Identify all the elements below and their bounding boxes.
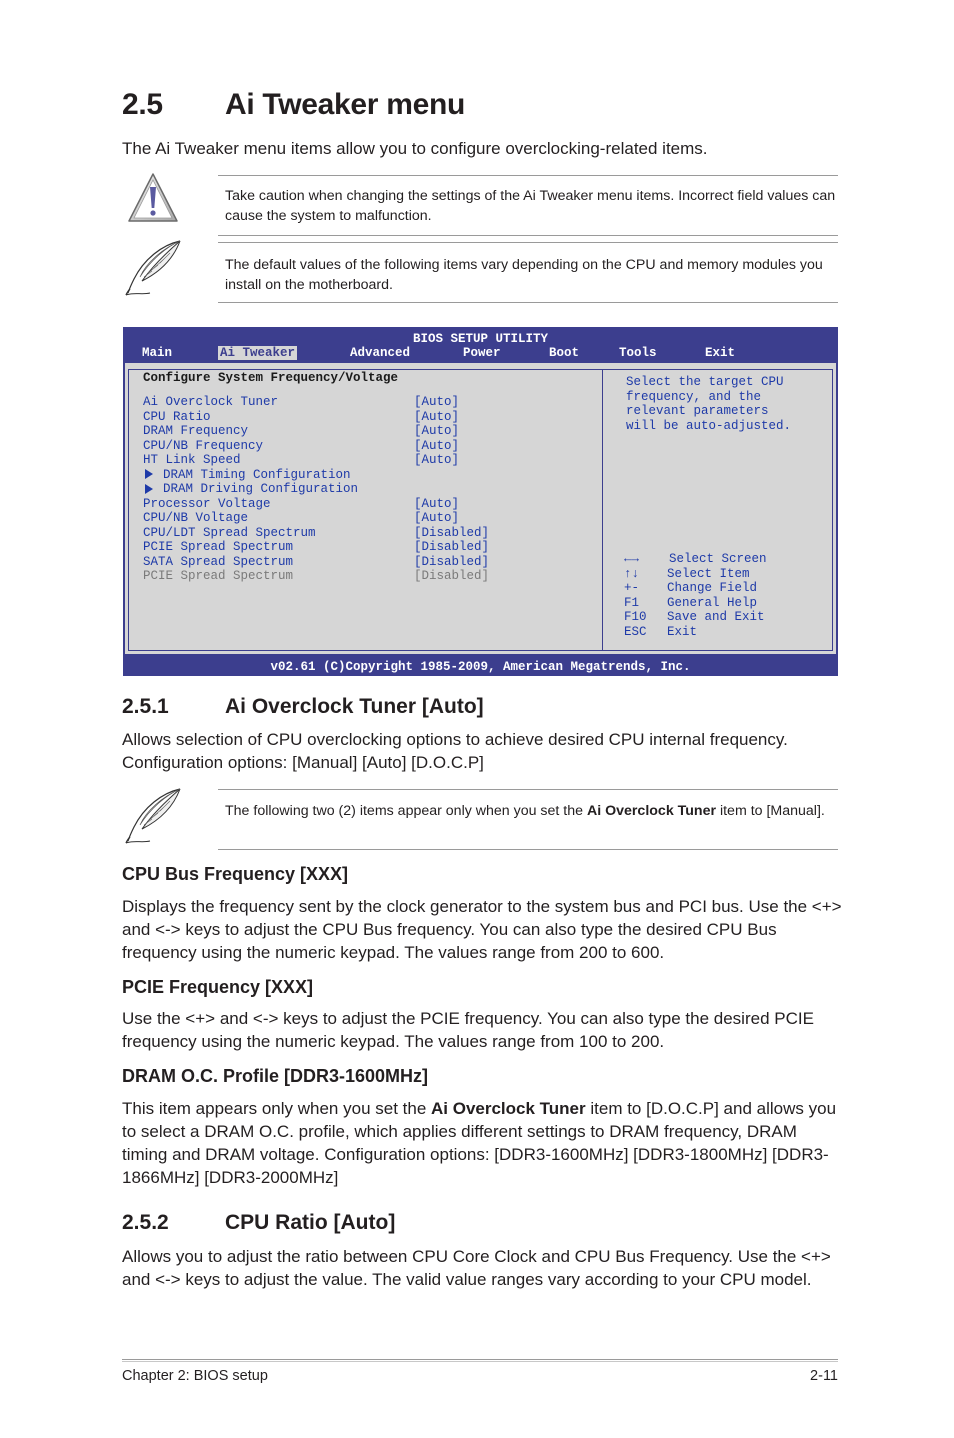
bios-item-cpu-ldt-spread[interactable]: CPU/LDT Spread Spectrum bbox=[143, 525, 316, 540]
bios-key-action: Select Item bbox=[667, 566, 750, 581]
bios-panel-heading: Configure System Frequency/Voltage bbox=[143, 371, 399, 385]
bios-item-cpu-nb-voltage[interactable]: CPU/NB Voltage bbox=[143, 511, 249, 525]
manual-note-text bbox=[225, 801, 837, 821]
cpu-bus-description: Displays the frequency sent by the clock generator to the system bus and PCI bus. Use the <+> and <-> keys to adjust the CPU Bus frequency. You can also type the desired CPU Bus frequency using the numeric keypad. The values range from 200 to 600. bbox=[122, 897, 842, 962]
bios-key-action: Select Screen bbox=[669, 552, 767, 566]
warning-icon bbox=[126, 171, 180, 230]
footer-divider bbox=[122, 1359, 838, 1362]
section-intro: The Ai Tweaker menu items allow you to configure overclocking-related items. bbox=[122, 139, 708, 158]
dram-oc-post: item to [D.O.C.P] and allows you to select a DRAM O.C. profile, which applies different settings to DRAM frequency, DRAM timing and DRAM voltage. Configuration options: [DDR3-1600MHz] [DDR3-1800MHz] [DDR3-1866MHz] [DDR3-2000MHz] bbox=[122, 1099, 837, 1187]
subsection-heading-2-5-2 bbox=[122, 1211, 395, 1235]
dram-oc-description bbox=[122, 1097, 842, 1189]
bios-submenu-dram-driving-label: DRAM Driving Configuration bbox=[163, 482, 359, 496]
pcie-heading: PCIE Frequency [XXX] bbox=[122, 977, 314, 997]
bios-item-processor-voltage[interactable]: Processor Voltage bbox=[143, 496, 271, 511]
bios-key-action: General Help bbox=[667, 595, 758, 610]
bios-key-select-item: ↑↓ bbox=[624, 566, 640, 581]
ai-overclock-description: Allows selection of CPU overclocking options to achieve desired CPU internal frequency. Configuration options: [Manual] [Auto] [D.O.C.P] bbox=[122, 730, 788, 772]
subsection-heading-2-5-1 bbox=[122, 695, 484, 719]
bios-menu-boot[interactable]: Boot bbox=[549, 346, 580, 360]
bios-key-select-screen: ←→ bbox=[624, 552, 640, 566]
cpu-ratio-description: Allows you to adjust the ratio between CPU Core Clock and CPU Bus Frequency. Use the <+> and <-> keys to adjust the value. The valid value ranges vary according to your CPU model. bbox=[122, 1247, 831, 1289]
bios-key-action: Save and Exit bbox=[667, 610, 765, 624]
dram-oc-pre: This item appears only when you set the bbox=[122, 1099, 431, 1118]
bios-item-dram-frequency[interactable]: DRAM Frequency bbox=[143, 424, 249, 438]
bios-body bbox=[125, 363, 836, 654]
bios-title: BIOS SETUP UTILITY bbox=[412, 332, 549, 346]
manual-note-pre: The following two (2) items appear only when you set the bbox=[225, 803, 587, 819]
footer-page-number: 2-11 bbox=[810, 1368, 838, 1384]
caution-note bbox=[218, 175, 838, 236]
bios-menu-main[interactable]: Main bbox=[142, 346, 173, 360]
bios-item-pcie-spread[interactable]: PCIE Spread Spectrum bbox=[143, 540, 294, 554]
bios-menu-advanced[interactable]: Advanced bbox=[350, 346, 411, 360]
subsection-title: Ai Overclock Tuner [Auto] bbox=[225, 695, 484, 718]
bios-menu-exit[interactable]: Exit bbox=[705, 346, 736, 360]
manual-note-bold: Ai Overclock Tuner bbox=[586, 803, 717, 819]
bios-value-sata-spread[interactable]: [Disabled] bbox=[414, 554, 490, 569]
bios-value-ht-link-speed[interactable]: [Auto] bbox=[414, 453, 460, 467]
bios-value-processor-voltage[interactable]: [Auto] bbox=[414, 496, 460, 511]
caution-text: Take caution when changing the settings of the Ai Tweaker menu items. Incorrect field values can cause the system to malfunction. bbox=[225, 188, 836, 224]
manual-note-post: item to [Manual]. bbox=[716, 803, 825, 819]
submenu-arrow-icon bbox=[145, 484, 153, 494]
subsection-number: 2.5.2 bbox=[122, 1211, 169, 1234]
bios-submenu-dram-driving[interactable] bbox=[143, 482, 358, 497]
bios-menu-tools[interactable]: Tools bbox=[619, 346, 657, 360]
bios-key-action: Exit bbox=[667, 624, 698, 639]
bios-help-line: frequency, and the bbox=[626, 389, 762, 404]
submenu-arrow-icon bbox=[145, 469, 153, 479]
bios-key-general-help: F1 bbox=[624, 595, 640, 610]
bios-help-line: will be auto-adjusted. bbox=[626, 418, 792, 433]
bios-copyright: v02.61 (C)Copyright 1985-2009, American Megatrends, Inc. bbox=[270, 660, 691, 674]
bios-menu-bar bbox=[123, 346, 838, 362]
feather-pen-icon bbox=[122, 785, 184, 852]
defaults-text: The default values of the following items vary depending on the CPU and memory modules you install on the motherboard. bbox=[225, 257, 823, 293]
bios-value-cpu-ratio[interactable]: [Auto] bbox=[414, 409, 460, 424]
bios-screenshot bbox=[123, 327, 838, 676]
bios-item-ht-link-speed[interactable]: HT Link Speed bbox=[143, 453, 241, 467]
bios-key-exit: ESC bbox=[624, 624, 647, 639]
bios-value-pcie-spread-disabled: [Disabled] bbox=[414, 569, 490, 583]
bios-value-ai-overclock-tuner[interactable]: [Auto] bbox=[414, 395, 460, 409]
bios-key-change-field: +- bbox=[624, 581, 640, 595]
bios-item-sata-spread[interactable]: SATA Spread Spectrum bbox=[143, 554, 294, 569]
section-title: Ai Tweaker menu bbox=[225, 88, 466, 121]
bios-help-line: relevant parameters bbox=[626, 404, 769, 418]
bios-value-dram-frequency[interactable]: [Auto] bbox=[414, 424, 460, 438]
cpu-bus-heading: CPU Bus Frequency [XXX] bbox=[122, 864, 349, 884]
manual-note bbox=[218, 789, 838, 850]
dram-oc-bold: Ai Overclock Tuner bbox=[431, 1099, 586, 1118]
bios-menu-ai-tweaker[interactable]: Ai Tweaker bbox=[220, 346, 296, 360]
defaults-note bbox=[218, 242, 838, 303]
bios-value-cpu-nb-frequency[interactable]: [Auto] bbox=[414, 438, 460, 453]
page-title bbox=[122, 88, 465, 122]
footer-chapter: Chapter 2: BIOS setup bbox=[122, 1368, 268, 1384]
bios-value-cpu-ldt-spread[interactable]: [Disabled] bbox=[414, 525, 490, 540]
bios-help-line: Select the target CPU bbox=[626, 375, 784, 389]
feather-pen-icon bbox=[122, 237, 184, 304]
bios-item-ai-overclock-tuner[interactable]: Ai Overclock Tuner bbox=[143, 395, 279, 409]
bios-key-action: Change Field bbox=[667, 581, 758, 595]
bios-submenu-dram-timing[interactable] bbox=[143, 468, 351, 483]
bios-submenu-dram-timing-label: DRAM Timing Configuration bbox=[163, 467, 351, 482]
bios-key-save-exit: F10 bbox=[624, 610, 647, 624]
section-number: 2.5 bbox=[122, 88, 163, 121]
bios-item-pcie-spread-disabled: PCIE Spread Spectrum bbox=[143, 569, 294, 583]
bios-menu-power[interactable]: Power bbox=[463, 346, 501, 360]
bios-value-pcie-spread[interactable]: [Disabled] bbox=[414, 540, 490, 554]
pcie-description: Use the <+> and <-> keys to adjust the PCIE frequency. You can also type the desired PCIE frequency using the numeric keypad. The values range from 100 to 200. bbox=[122, 1009, 814, 1051]
subsection-title: CPU Ratio [Auto] bbox=[225, 1211, 396, 1234]
bios-item-cpu-ratio[interactable]: CPU Ratio bbox=[143, 409, 211, 424]
bios-item-cpu-nb-frequency[interactable]: CPU/NB Frequency bbox=[143, 438, 264, 453]
bios-value-cpu-nb-voltage[interactable]: [Auto] bbox=[414, 511, 460, 525]
subsection-number: 2.5.1 bbox=[122, 695, 169, 718]
dram-oc-heading: DRAM O.C. Profile [DDR3-1600MHz] bbox=[122, 1066, 429, 1086]
